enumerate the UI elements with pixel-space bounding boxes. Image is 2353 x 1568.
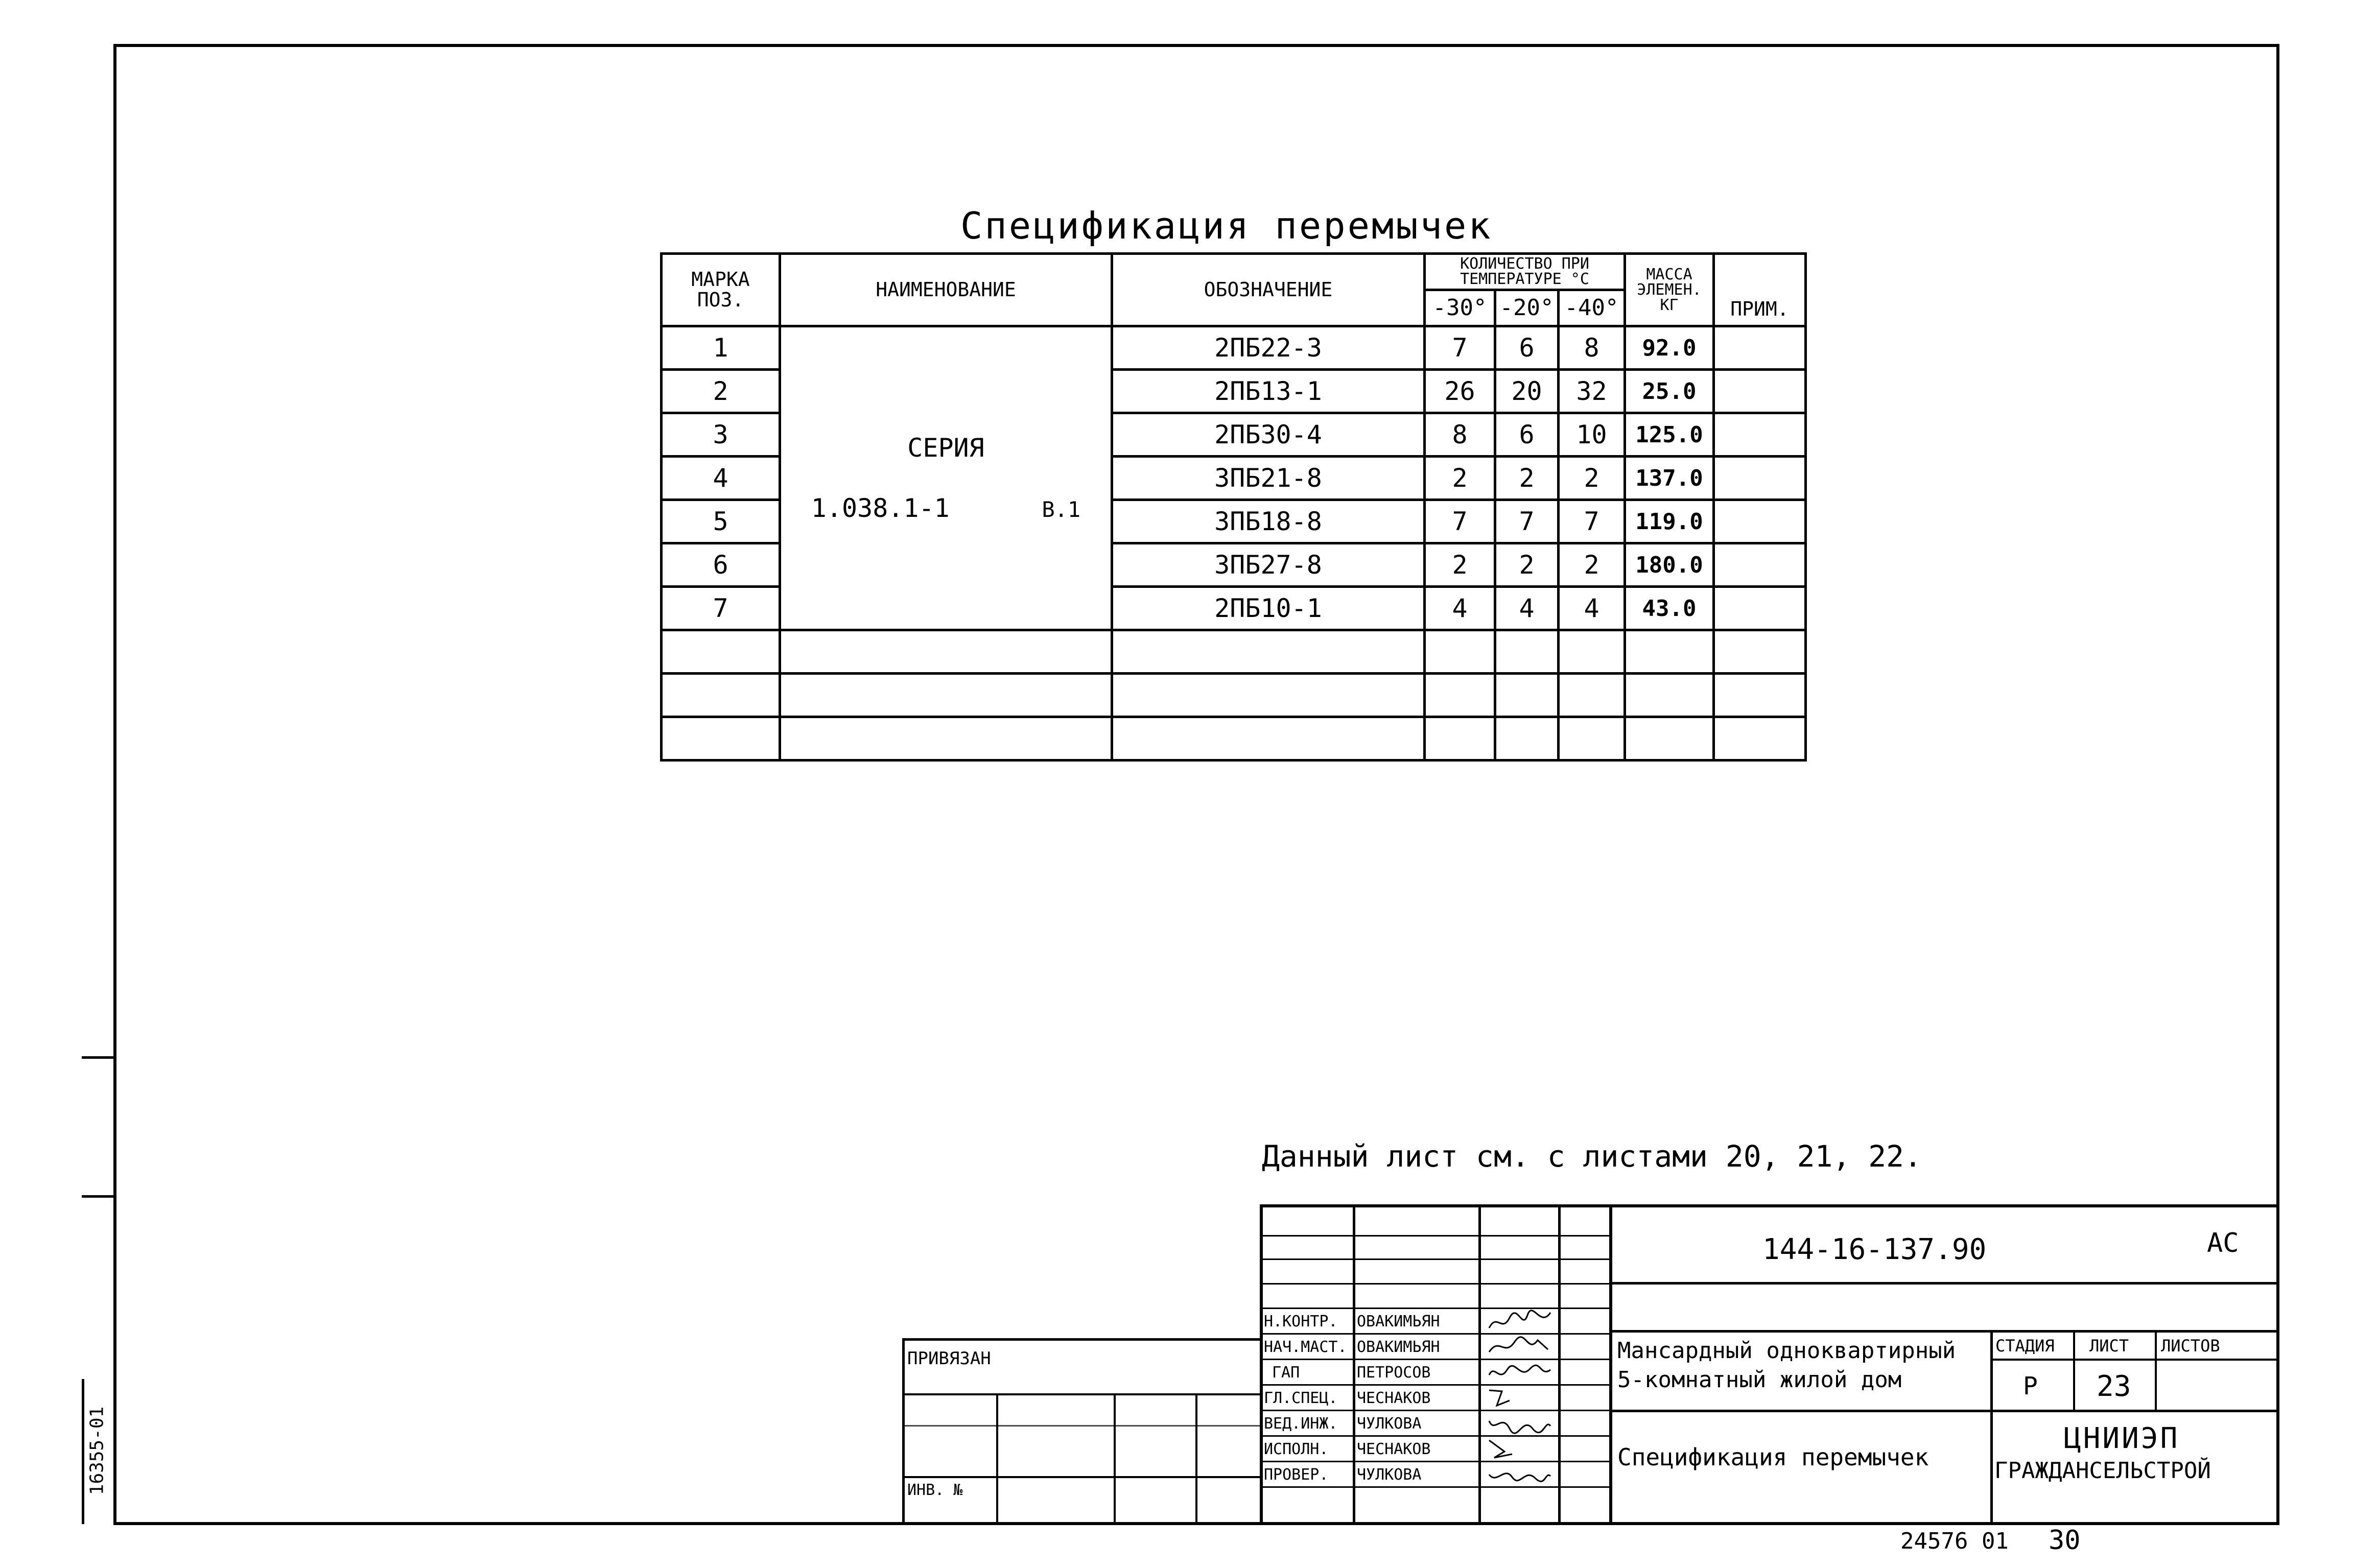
row-designation: 2ПБ10-1 [1112,587,1425,630]
inventory-label: ИНВ. № [907,1481,963,1499]
row-qty-20: 4 [1495,587,1559,630]
frame-right [2276,44,2279,1525]
signatory-role: ГАП [1272,1364,1300,1382]
row-qty-20: 7 [1495,500,1559,543]
row-note [1714,543,1806,587]
row-qty-30: 2 [1425,543,1495,587]
row-qty-30: 4 [1425,587,1495,630]
sheets-label: ЛИСТОВ [2161,1336,2220,1356]
row-qty-40: 7 [1559,500,1625,543]
header-row [662,254,1806,290]
row-mark: 1 [662,326,780,370]
row-note [1714,326,1806,370]
signatory-name: ЧЕСНАКОВ [1357,1389,1431,1407]
organization-subname: ГРАЖДАНСЕЛЬСТРОЙ [1994,1458,2211,1484]
series-cell [780,326,1112,630]
row-designation: 2ПБ13-1 [1112,370,1425,413]
sheet-reference-note: Данный лист см. с листами 20, 21, 22. [1262,1139,1922,1174]
header-note: ПРИМ. [1714,254,1806,326]
header-name: НАИМЕНОВАНИЕ [780,254,1112,326]
signatory-role: ИСПОЛН. [1264,1440,1329,1458]
frame-left [113,44,116,1525]
signatory-role: ВЕД.ИНЖ. [1264,1415,1338,1433]
row-note [1714,413,1806,457]
row-note [1714,370,1806,413]
margin-text: 16355-01 [86,1406,108,1495]
row-qty-20: 6 [1495,413,1559,457]
row-qty-40: 2 [1559,543,1625,587]
organization-name: ЦНИИЭП [2064,1422,2180,1455]
row-qty-20: 20 [1495,370,1559,413]
linked-label: ПРИВЯЗАН [907,1348,991,1369]
row-mass: 180.0 [1625,543,1714,587]
row-note [1714,457,1806,500]
frame-top [113,44,2279,47]
titleblock-top [1260,1204,2278,1207]
margin-tick [82,1195,114,1198]
series-line [781,493,1111,523]
row-qty-30: 7 [1425,500,1495,543]
signature-image [1487,1334,1553,1360]
building-name: Мансардный одноквартирный 5-комнатный жилой дом [1617,1338,1956,1393]
row-qty-20: 6 [1495,326,1559,370]
row-qty-40: 2 [1559,457,1625,500]
signatory-role: ПРОВЕР. [1264,1466,1329,1484]
signatory-name: ЧУЛКОВА [1357,1415,1422,1433]
document-number: 144-16-137.90 [1762,1233,1987,1266]
row-mark: 3 [662,413,780,457]
signature-image [1487,1385,1527,1411]
row-mass: 119.0 [1625,500,1714,543]
row-qty-30: 26 [1425,370,1495,413]
sheet-label: ЛИСТ [2089,1336,2129,1356]
empty-row [662,674,1806,717]
signature-image [1487,1308,1553,1338]
row-designation: 2ПБ30-4 [1112,413,1425,457]
row-designation: 3ПБ21-8 [1112,457,1425,500]
header-temp-1: -30° [1425,290,1495,326]
table-row [662,326,1806,370]
signature-image [1487,1411,1553,1436]
margin-tick [82,1056,114,1059]
row-note [1714,500,1806,543]
row-qty-40: 32 [1559,370,1625,413]
signatory-role: ГЛ.СПЕЦ. [1264,1389,1338,1407]
row-qty-20: 2 [1495,543,1559,587]
signature-image [1487,1360,1553,1385]
row-mass: 25.0 [1625,370,1714,413]
row-note [1714,587,1806,630]
sheet-title: Спецификация перемычек [1617,1443,1929,1471]
row-mark: 4 [662,457,780,500]
empty-row [662,717,1806,761]
row-mark: 7 [662,587,780,630]
stage-value: Р [2023,1372,2038,1400]
page-number: 30 [2049,1525,2081,1556]
header-temp-2: -20° [1495,290,1559,326]
header-mass: МАССА ЭЛЕМЕН. КГ [1625,254,1714,326]
row-qty-30: 8 [1425,413,1495,457]
signatory-role: Н.КОНТР. [1264,1313,1338,1331]
signatory-name: ПЕТРОСОВ [1357,1364,1431,1382]
empty-row [662,630,1806,674]
stamp-number: 24576 01 [1900,1528,2009,1554]
series-issue: В.1 [1042,497,1081,522]
header-mark: МАРКА ПОЗ. [662,254,780,326]
signatory-name: ЧЕСНАКОВ [1357,1440,1431,1458]
row-mark: 5 [662,500,780,543]
specification-title: Спецификация перемычек [960,204,1493,247]
row-mark: 2 [662,370,780,413]
series-label: СЕРИЯ [907,433,984,463]
signature-image [1487,1436,1527,1462]
row-designation: 3ПБ27-8 [1112,543,1425,587]
row-mass: 125.0 [1625,413,1714,457]
row-qty-40: 4 [1559,587,1625,630]
signatory-name: ОВАКИМЬЯН [1357,1313,1440,1331]
row-qty-40: 8 [1559,326,1625,370]
specification-table [660,252,1807,762]
section-code: АС [2207,1228,2239,1258]
header-quantity-group: КОЛИЧЕСТВО ПРИ ТЕМПЕРАТУРЕ °С [1425,254,1625,290]
row-qty-30: 7 [1425,326,1495,370]
margin-strip-line [82,1379,84,1524]
row-mark: 6 [662,543,780,587]
row-designation: 2ПБ22-3 [1112,326,1425,370]
signatory-role: НАЧ.МАСТ. [1264,1338,1347,1356]
signatory-name: ОВАКИМЬЯН [1357,1338,1440,1356]
row-qty-30: 2 [1425,457,1495,500]
row-qty-20: 2 [1495,457,1559,500]
stage-label: СТАДИЯ [1995,1336,2055,1356]
signature-image [1487,1462,1553,1487]
row-mass: 43.0 [1625,587,1714,630]
row-mass: 92.0 [1625,326,1714,370]
header-designation: ОБОЗНАЧЕНИЕ [1112,254,1425,326]
series-code: 1.038.1-1 [811,493,950,523]
sheet-value: 23 [2097,1370,2131,1403]
row-mass: 137.0 [1625,457,1714,500]
row-qty-40: 10 [1559,413,1625,457]
signatory-name: ЧУЛКОВА [1357,1466,1422,1484]
titleblock-left [1260,1204,1263,1524]
header-temp-3: -40° [1559,290,1625,326]
row-designation: 3ПБ18-8 [1112,500,1425,543]
